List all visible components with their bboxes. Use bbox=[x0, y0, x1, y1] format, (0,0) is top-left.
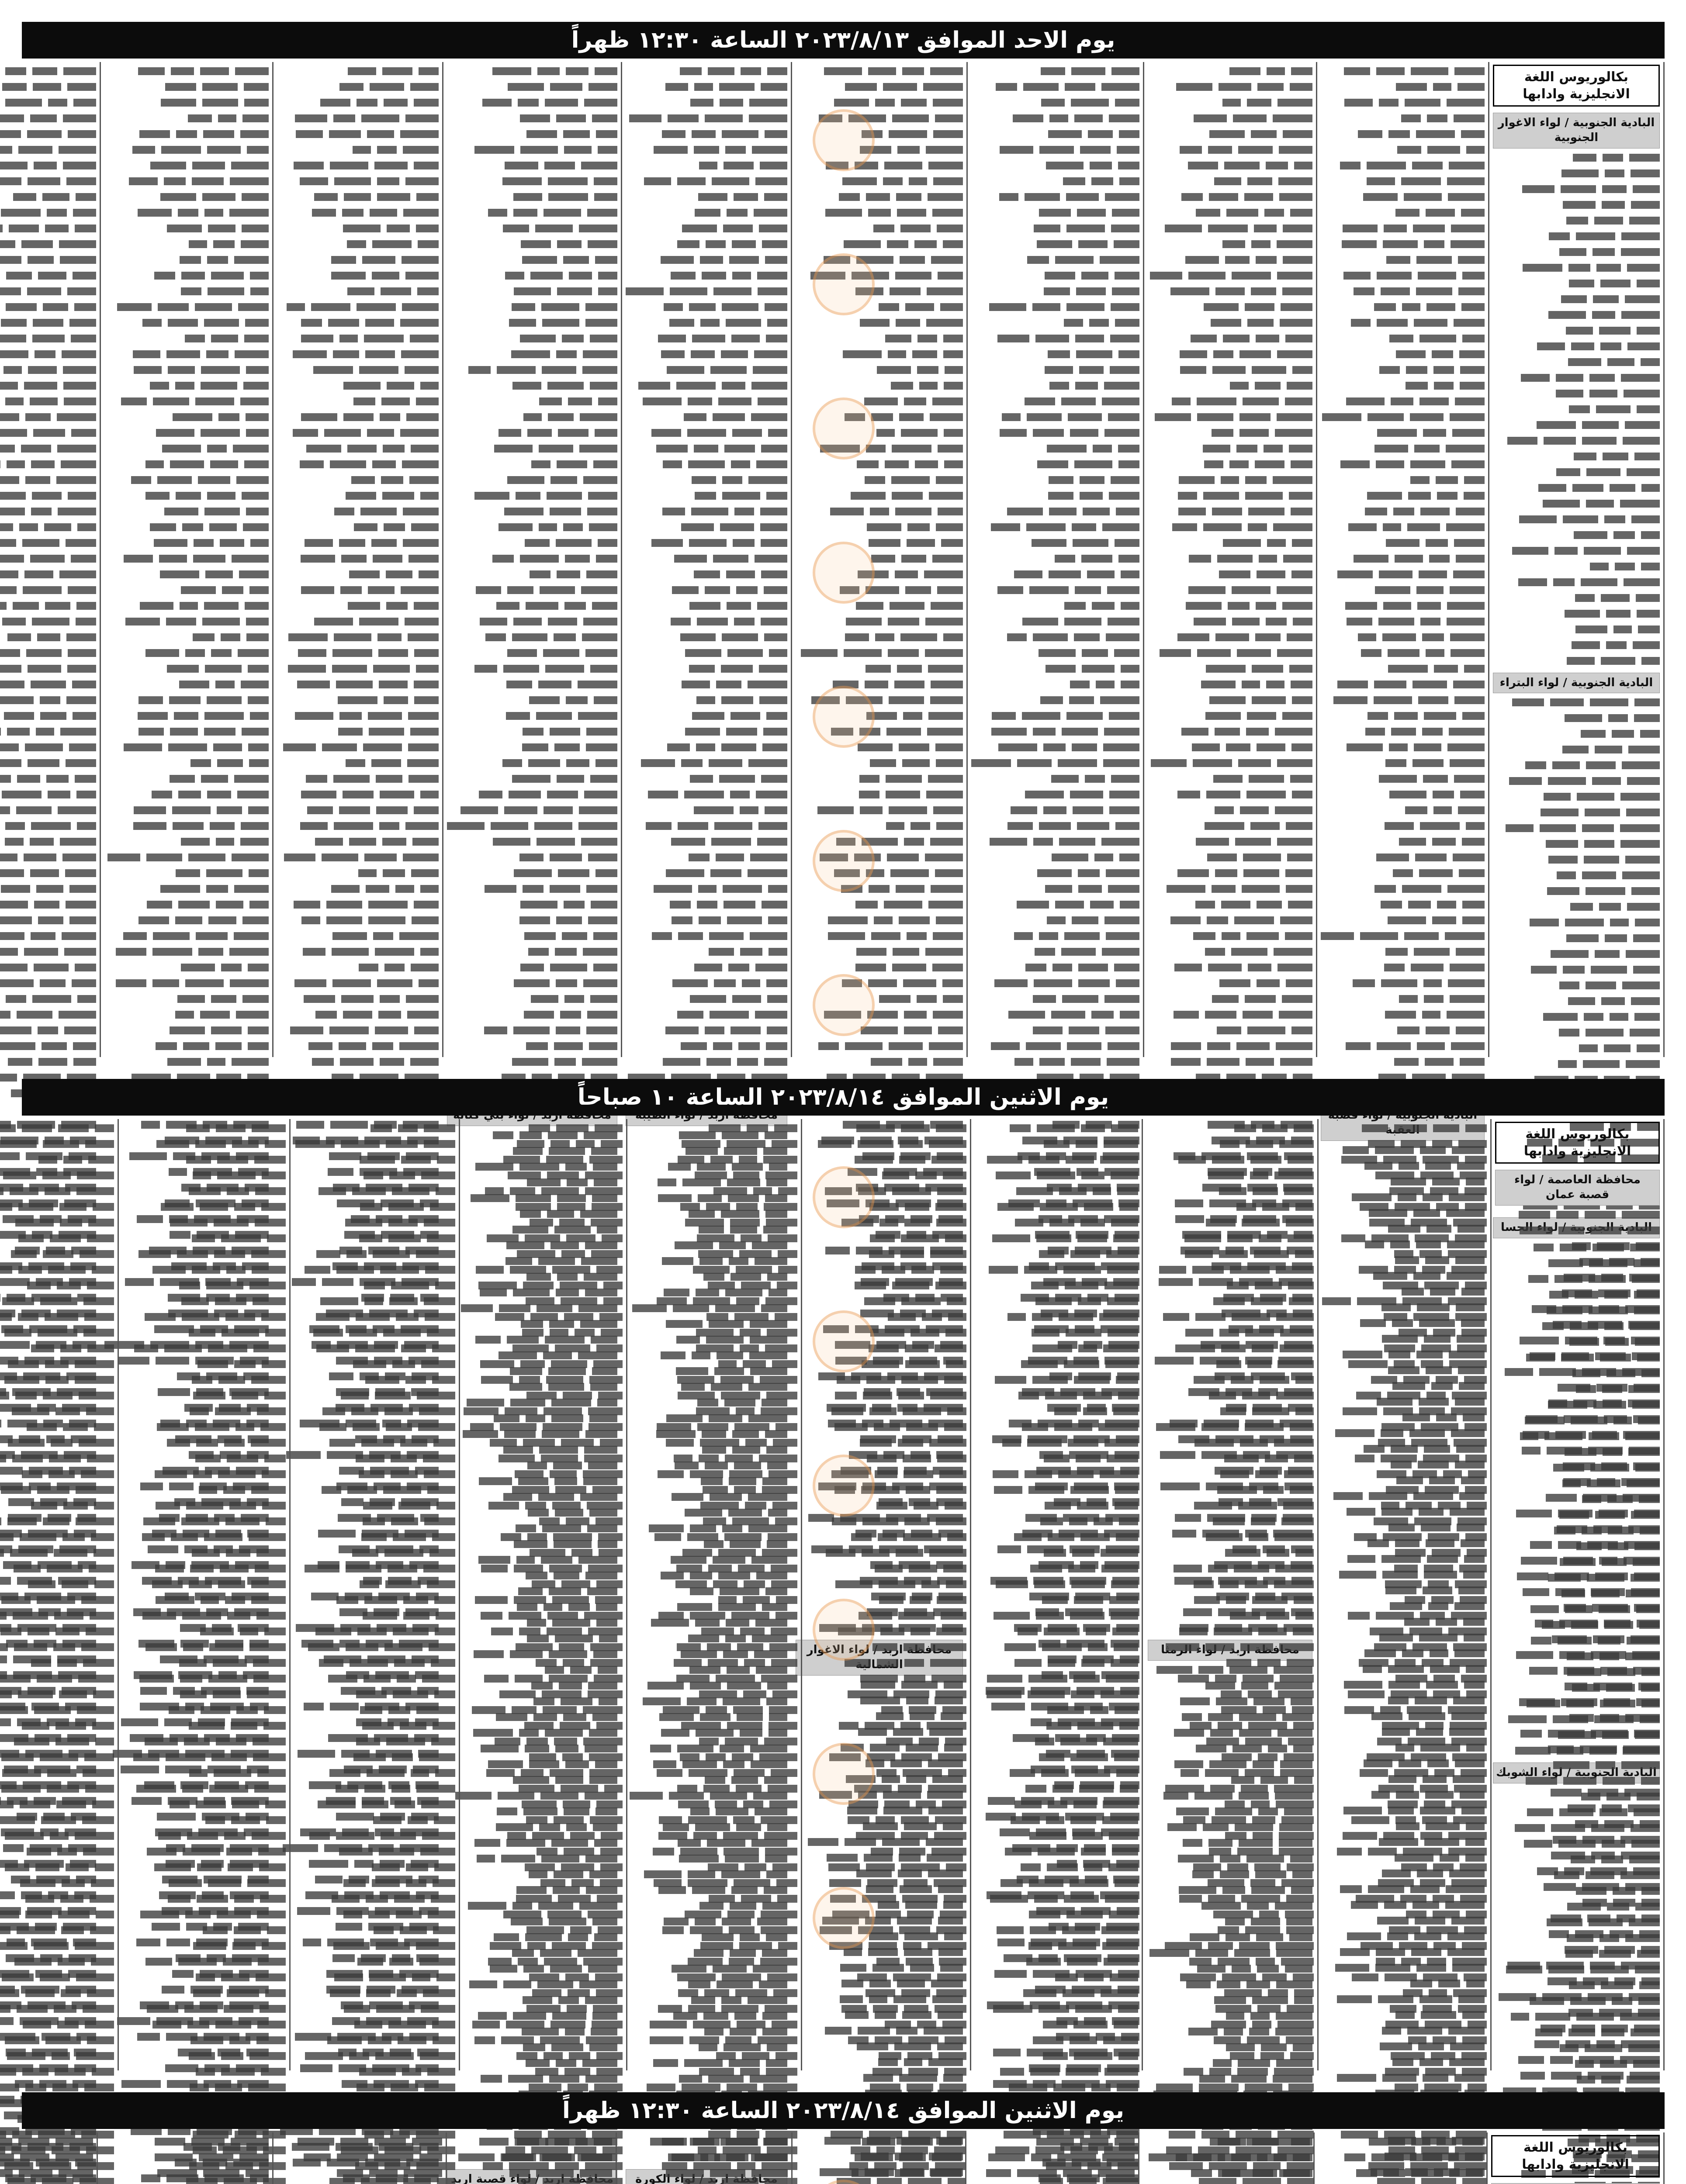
name-word bbox=[1615, 563, 1635, 570]
name-word bbox=[1599, 903, 1621, 911]
candidate-name-row bbox=[1493, 657, 1660, 667]
name-word bbox=[1629, 154, 1660, 162]
name-word bbox=[1563, 515, 1598, 523]
name-word bbox=[1626, 950, 1660, 958]
candidate-name-row bbox=[1493, 997, 1660, 1008]
name-word bbox=[1583, 1060, 1620, 1068]
name-word bbox=[1586, 887, 1625, 895]
name-word bbox=[1543, 500, 1580, 508]
name-word bbox=[1637, 280, 1660, 287]
candidate-name-row bbox=[1493, 563, 1660, 573]
name-word bbox=[1521, 374, 1550, 382]
name-word bbox=[1627, 903, 1660, 911]
candidate-name-row bbox=[1493, 1029, 1660, 1039]
name-word bbox=[1548, 856, 1578, 864]
name-word bbox=[1622, 981, 1660, 989]
name-word bbox=[1559, 981, 1579, 989]
candidate-name-row bbox=[1493, 531, 1660, 542]
district-header: البادية الجنوبية / لواء البتراء bbox=[1493, 673, 1660, 694]
name-word bbox=[1631, 997, 1660, 1005]
name-word bbox=[1606, 641, 1627, 649]
name-word bbox=[1581, 578, 1617, 586]
name-word bbox=[1629, 217, 1660, 225]
name-word bbox=[1633, 185, 1660, 193]
name-word bbox=[1621, 311, 1660, 319]
name-word bbox=[1625, 856, 1660, 864]
name-word bbox=[1596, 405, 1631, 413]
name-word bbox=[1592, 777, 1621, 785]
name-word bbox=[1541, 809, 1579, 816]
name-word bbox=[1631, 515, 1660, 523]
name-word bbox=[1623, 437, 1660, 445]
name-word bbox=[1620, 824, 1660, 832]
candidate-name-row bbox=[1493, 746, 1660, 756]
candidate-name-row bbox=[1493, 1044, 1660, 1055]
name-word bbox=[1627, 342, 1660, 350]
name-word bbox=[1584, 547, 1621, 555]
name-word bbox=[1548, 777, 1586, 785]
name-word bbox=[1624, 578, 1660, 586]
name-word bbox=[1519, 515, 1557, 523]
name-word bbox=[1544, 793, 1571, 801]
name-word bbox=[1600, 280, 1631, 287]
candidate-name-row bbox=[1493, 295, 1660, 306]
name-word bbox=[1559, 248, 1586, 256]
name-word bbox=[1531, 966, 1557, 974]
name-word bbox=[1568, 264, 1590, 272]
name-word bbox=[1620, 840, 1660, 848]
candidate-name-row bbox=[1493, 154, 1660, 164]
name-word bbox=[1604, 1044, 1631, 1052]
name-word bbox=[1518, 578, 1547, 586]
name-word bbox=[1522, 185, 1554, 193]
session-heading: يوم الاحد الموافق ٢٠٢٣/٨/١٣ الساعة ١٢:٣٠ ظهراً bbox=[22, 22, 1665, 59]
name-word bbox=[1594, 217, 1623, 225]
name-word bbox=[1622, 871, 1660, 879]
candidate-name-row bbox=[1493, 950, 1660, 961]
candidate-name-row bbox=[1493, 185, 1660, 196]
name-word bbox=[1631, 169, 1660, 177]
name-word bbox=[1634, 698, 1660, 706]
name-word bbox=[1636, 594, 1660, 602]
name-word bbox=[1641, 358, 1660, 366]
candidate-name-row bbox=[1493, 390, 1660, 400]
district-header: محافظة اربد bbox=[1148, 1640, 1312, 1661]
name-word bbox=[1581, 730, 1606, 738]
name-word bbox=[1573, 154, 1596, 162]
name-word bbox=[1627, 777, 1660, 785]
name-word bbox=[1595, 950, 1620, 958]
name-word bbox=[1556, 468, 1580, 476]
name-word bbox=[1550, 698, 1584, 706]
name-word bbox=[1566, 217, 1588, 225]
candidate-name-row bbox=[1493, 169, 1660, 180]
name-word bbox=[1608, 714, 1628, 722]
candidate-name-row bbox=[1493, 1013, 1660, 1023]
name-word bbox=[1626, 1060, 1660, 1068]
name-word bbox=[1604, 515, 1625, 523]
candidate-name-row bbox=[1493, 578, 1660, 589]
name-word bbox=[1593, 248, 1615, 256]
name-word bbox=[1579, 1044, 1598, 1052]
candidate-name-row bbox=[1493, 1060, 1660, 1071]
name-word bbox=[1556, 390, 1583, 397]
name-word bbox=[1584, 856, 1619, 864]
name-word bbox=[1634, 714, 1660, 722]
name-word bbox=[1586, 500, 1614, 508]
name-word bbox=[1621, 248, 1660, 256]
name-word bbox=[1595, 746, 1622, 753]
candidate-name-row bbox=[1493, 824, 1660, 835]
candidate-name-row bbox=[1493, 981, 1660, 992]
name-word bbox=[1571, 342, 1594, 350]
name-word bbox=[1509, 777, 1542, 785]
name-word bbox=[1628, 746, 1660, 753]
name-word bbox=[1634, 1013, 1660, 1021]
name-word bbox=[1561, 295, 1587, 303]
name-word bbox=[1640, 730, 1660, 738]
name-word bbox=[1582, 421, 1619, 429]
name-word bbox=[1624, 390, 1660, 397]
candidate-name-row bbox=[1493, 793, 1660, 803]
name-word bbox=[1602, 185, 1627, 193]
candidate-name-row bbox=[1493, 887, 1660, 898]
name-word bbox=[1607, 358, 1634, 366]
name-word bbox=[1553, 578, 1575, 586]
name-word bbox=[1586, 981, 1616, 989]
name-word bbox=[1577, 793, 1614, 801]
candidate-name-row bbox=[1493, 809, 1660, 819]
exam-session-section bbox=[22, 22, 1665, 1057]
name-word bbox=[1523, 264, 1562, 272]
candidate-name-row bbox=[1493, 453, 1660, 463]
name-word bbox=[1582, 437, 1617, 445]
name-word bbox=[1552, 761, 1580, 769]
candidate-name-row bbox=[1493, 484, 1660, 494]
candidate-name-row bbox=[1493, 232, 1660, 243]
name-word bbox=[1557, 871, 1576, 879]
name-word bbox=[1506, 824, 1534, 832]
name-word bbox=[1605, 169, 1624, 177]
name-word bbox=[1637, 405, 1660, 413]
name-word bbox=[1610, 1013, 1628, 1021]
candidate-name-row bbox=[1493, 327, 1660, 337]
name-word bbox=[1556, 374, 1583, 382]
name-word bbox=[1548, 311, 1586, 319]
name-word bbox=[1620, 500, 1660, 508]
name-word bbox=[1559, 1029, 1579, 1037]
candidate-name-row bbox=[1493, 761, 1660, 772]
name-word bbox=[1641, 531, 1660, 539]
candidate-name-row bbox=[1493, 437, 1660, 447]
name-word bbox=[1538, 484, 1566, 492]
candidate-name-row bbox=[1493, 374, 1660, 384]
candidate-name-row bbox=[1493, 919, 1660, 929]
name-word bbox=[1572, 484, 1603, 492]
name-word bbox=[1574, 453, 1596, 460]
district-header: البادية الجنوبية / لواء الشوبك bbox=[1493, 1762, 1660, 1783]
name-word bbox=[1561, 185, 1596, 193]
name-word bbox=[1613, 531, 1635, 539]
candidate-name-row bbox=[1493, 856, 1660, 866]
name-word bbox=[1507, 437, 1537, 445]
name-word bbox=[1512, 698, 1544, 706]
name-word bbox=[1575, 594, 1595, 602]
name-word bbox=[1641, 563, 1660, 570]
name-word bbox=[1599, 327, 1631, 335]
name-word bbox=[1601, 594, 1630, 602]
name-word bbox=[1600, 342, 1621, 350]
name-word bbox=[1586, 468, 1620, 476]
name-word bbox=[1568, 997, 1595, 1005]
candidate-name-row bbox=[1493, 714, 1660, 725]
name-word bbox=[1585, 809, 1620, 816]
candidate-name-row bbox=[1493, 641, 1660, 652]
candidate-name-row bbox=[1493, 625, 1660, 636]
name-word bbox=[1563, 201, 1596, 209]
name-word bbox=[1576, 232, 1615, 240]
name-word bbox=[1633, 934, 1660, 942]
name-word bbox=[1626, 809, 1660, 816]
name-word bbox=[1627, 547, 1660, 555]
name-word bbox=[1634, 453, 1660, 460]
name-word bbox=[1562, 746, 1589, 753]
candidate-name-row bbox=[1493, 217, 1660, 227]
name-word bbox=[1547, 887, 1579, 895]
candidate-name-row bbox=[1493, 311, 1660, 321]
candidate-name-row bbox=[1493, 966, 1660, 976]
name-word bbox=[1558, 1060, 1577, 1068]
name-word bbox=[1625, 421, 1660, 429]
name-word bbox=[1525, 761, 1546, 769]
name-word bbox=[1572, 641, 1600, 649]
name-word bbox=[1622, 761, 1660, 769]
candidate-name-row bbox=[1493, 248, 1660, 259]
name-word bbox=[1627, 468, 1660, 476]
candidate-name-row bbox=[1493, 594, 1660, 605]
name-word bbox=[1566, 934, 1599, 942]
candidate-name-row bbox=[1493, 264, 1660, 274]
candidate-name-row bbox=[1493, 698, 1660, 709]
name-word bbox=[1540, 824, 1576, 832]
degree-title: بكالوريوس اللغة الانجليزية وادابها bbox=[1493, 65, 1660, 107]
candidate-name-row bbox=[1493, 610, 1660, 620]
name-word bbox=[1625, 295, 1660, 303]
district-header: البادية الجنوبية / لواء الاغوار الجنوبية bbox=[1493, 113, 1660, 149]
name-word bbox=[1586, 1029, 1624, 1037]
district-header: محافظة لواء الاغوار bbox=[796, 1640, 963, 1676]
name-word bbox=[1584, 1013, 1603, 1021]
candidate-name-row bbox=[1493, 777, 1660, 788]
name-word bbox=[1554, 547, 1578, 555]
name-word bbox=[1569, 405, 1590, 413]
name-word bbox=[1631, 887, 1660, 895]
name-word bbox=[1530, 919, 1559, 926]
name-word bbox=[1601, 657, 1635, 665]
name-word bbox=[1635, 919, 1660, 926]
name-word bbox=[1584, 840, 1614, 848]
candidate-name-row bbox=[1493, 500, 1660, 510]
candidate-name-row bbox=[1493, 903, 1660, 913]
name-word bbox=[1610, 484, 1635, 492]
candidate-name-row bbox=[1493, 358, 1660, 369]
name-word bbox=[1603, 453, 1628, 460]
name-word bbox=[1610, 919, 1629, 926]
name-word bbox=[1590, 563, 1609, 570]
candidate-name-row bbox=[1493, 934, 1660, 945]
name-word bbox=[1637, 610, 1660, 618]
name-word bbox=[1567, 657, 1595, 665]
name-word bbox=[1537, 342, 1565, 350]
name-word bbox=[1586, 761, 1616, 769]
name-word bbox=[1568, 358, 1601, 366]
name-word bbox=[1565, 610, 1600, 618]
name-word bbox=[1601, 997, 1625, 1005]
name-word bbox=[1543, 1013, 1578, 1021]
name-word bbox=[1575, 625, 1607, 633]
name-word bbox=[1641, 657, 1660, 665]
name-word bbox=[1593, 295, 1619, 303]
name-word bbox=[1569, 280, 1594, 287]
name-word bbox=[1612, 730, 1634, 738]
candidate-name-row bbox=[1493, 405, 1660, 416]
name-word bbox=[1637, 327, 1660, 335]
candidate-name-row bbox=[1493, 871, 1660, 882]
name-word bbox=[1563, 966, 1585, 974]
candidate-name-row bbox=[1493, 421, 1660, 432]
name-word bbox=[1602, 201, 1625, 209]
name-word bbox=[1582, 824, 1614, 832]
candidate-name-row bbox=[1493, 280, 1660, 290]
name-word bbox=[1544, 437, 1576, 445]
name-word bbox=[1589, 374, 1615, 382]
name-word bbox=[1565, 714, 1602, 722]
name-word bbox=[1592, 311, 1615, 319]
candidate-name-row bbox=[1493, 547, 1660, 557]
district-header: الحسا bbox=[1493, 1217, 1660, 1238]
name-column bbox=[1488, 62, 1665, 1057]
name-word bbox=[1606, 610, 1631, 618]
name-word bbox=[1589, 390, 1617, 397]
name-word bbox=[1621, 232, 1660, 240]
name-word bbox=[1613, 625, 1632, 633]
name-word bbox=[1633, 641, 1660, 649]
name-word bbox=[1641, 484, 1660, 492]
name-word bbox=[1561, 169, 1599, 177]
name-word bbox=[1546, 840, 1578, 848]
name-word bbox=[1590, 698, 1628, 706]
candidate-name-row bbox=[1493, 730, 1660, 740]
name-word bbox=[1631, 201, 1660, 209]
name-word bbox=[1570, 903, 1593, 911]
name-word bbox=[1637, 1044, 1660, 1052]
candidate-name-row bbox=[1493, 468, 1660, 479]
name-word bbox=[1574, 531, 1607, 539]
name-word bbox=[1549, 232, 1570, 240]
name-word bbox=[1605, 934, 1627, 942]
candidate-name-row bbox=[1493, 515, 1660, 526]
name-word bbox=[1596, 264, 1621, 272]
name-word bbox=[1621, 374, 1660, 382]
name-word bbox=[1638, 625, 1660, 633]
name-word bbox=[1591, 966, 1627, 974]
name-word bbox=[1582, 871, 1616, 879]
candidate-name-row bbox=[1493, 840, 1660, 850]
name-word bbox=[1537, 421, 1576, 429]
name-word bbox=[1627, 264, 1660, 272]
candidate-name-row bbox=[1493, 201, 1660, 211]
name-word bbox=[1633, 966, 1660, 974]
name-word bbox=[1603, 154, 1623, 162]
name-word bbox=[1620, 793, 1660, 801]
name-word bbox=[1512, 547, 1548, 555]
candidate-name-row bbox=[1493, 342, 1660, 353]
name-word bbox=[1565, 919, 1604, 926]
name-word bbox=[1630, 1029, 1660, 1037]
name-word bbox=[1551, 950, 1589, 958]
name-word bbox=[1566, 327, 1593, 335]
